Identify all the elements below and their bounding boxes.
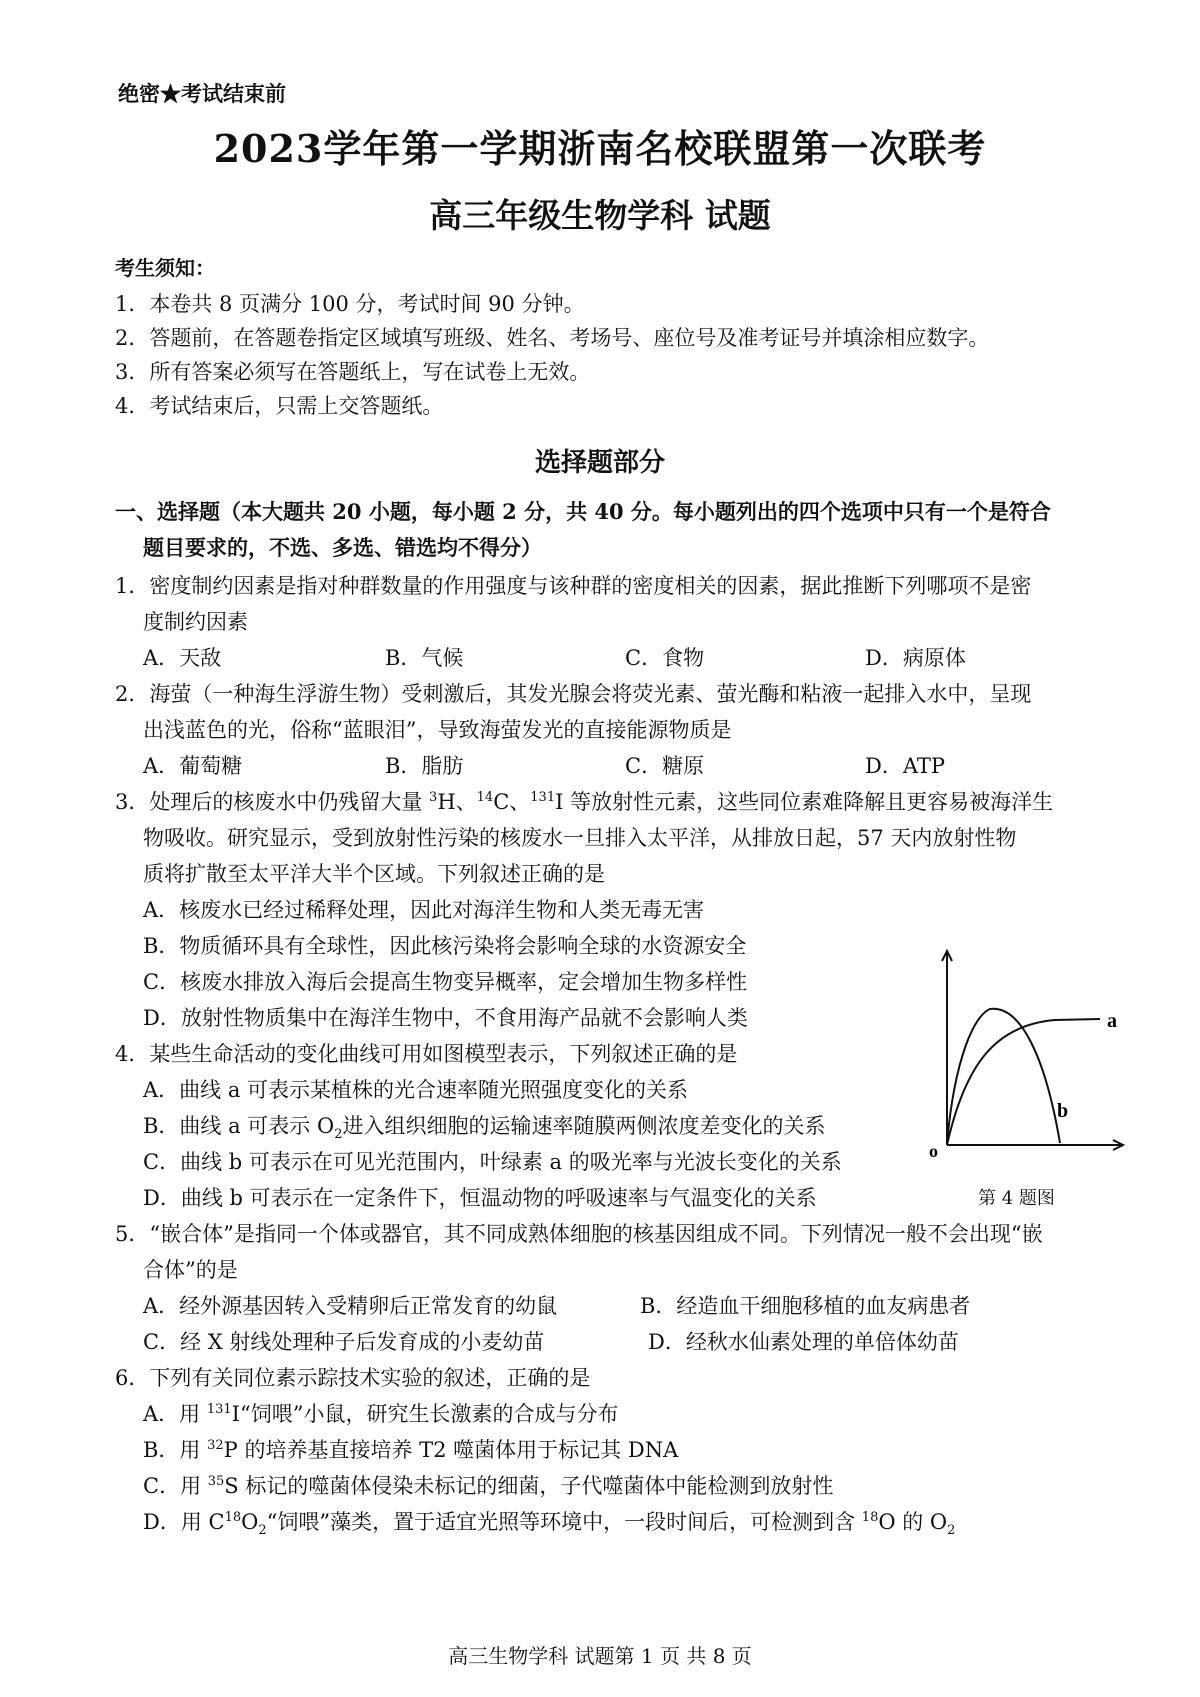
notice-item: 1．本卷共 8 页满分 100 分，考试时间 90 分钟。	[115, 292, 585, 316]
question-2-option-a: A．葡萄糖	[143, 754, 243, 778]
question-6-option-c: C．用 $^{35}$S 标记的噬菌体侵染未标记的细菌，子代噬菌体中能检测到放射性	[143, 1474, 834, 1498]
exam-subtitle: 高三年级生物学科 试题	[429, 196, 771, 235]
question-4-option-b: B．曲线 a 可表示 $O_2$进入组织细胞的运输速率随膜两侧浓度差变化的关系	[143, 1114, 826, 1143]
question-4-option-a: A．曲线 a 可表示某植株的光合速率随光照强度变化的关系	[143, 1078, 689, 1102]
question-6-option-d: D．用 $C^{18}O_2“$饲喂”藻类，置于适宜光照等环境中，一段时间后，可检测到含 $^{18}$O 的 $O_2$	[143, 1510, 956, 1539]
question-3-option-b: B．物质循环具有全球性，因此核污染将会影响全球的水资源安全	[143, 934, 747, 958]
exam-title: 2023学年第一学期浙南名校联盟第一次联考	[213, 126, 987, 171]
question-1-option-d: D．病原体	[865, 646, 966, 670]
question-1-stem: 度制约因素	[143, 610, 248, 634]
question-6-option-b: B．用 $^{32}$P 的培养基直接培养 T2 噬菌体用于标记其 DNA	[143, 1438, 679, 1462]
question-2-option-d: D．ATP	[865, 754, 945, 778]
part-instructions-line: 题目要求的，不选、多选、错选均不得分）	[143, 535, 542, 560]
notice-item: 4．考试结束后，只需上交答题纸。	[115, 394, 444, 418]
question-5-option-a: A．经外源基因转入受精卵后正常发育的幼鼠	[143, 1294, 558, 1318]
question-4-stem: 4．某些生命活动的变化曲线可用如图模型表示，下列叙述正确的是	[115, 1042, 738, 1066]
question-3-stem: 质将扩散至太平洋大半个区域。下列叙述正确的是	[143, 862, 605, 886]
section-title: 选择题部分	[534, 448, 665, 478]
part-instructions-line: 一、选择题（本大题共 20 小题，每小题 2 分，共 40 分。每小题列出的四个选项中只有一个是符合	[115, 499, 1051, 524]
question-5-option-d: D．经秋水仙素处理的单倍体幼苗	[648, 1330, 959, 1354]
question-4-figure	[925, 945, 1135, 1160]
question-2-stem: 2．海萤（一种海生浮游生物）受刺激后，其发光腺会将荧光素、萤光酶和粘液一起排入水中，呈现	[115, 682, 1032, 706]
page-footer: 高三生物学科 试题第 1 页 共 8 页	[448, 1644, 752, 1668]
origin-label: o	[929, 1141, 938, 1160]
question-1-option-b: B．气候	[385, 646, 464, 670]
curve-a	[947, 1019, 1100, 1145]
question-5-stem: 5．“嵌合体”是指同一个体或器官，其不同成熟体细胞的核基因组成不同。下列情况一般不会出现“嵌	[115, 1222, 1043, 1246]
question-3-option-d: D．放射性物质集中在海洋生物中，不食用海产品就不会影响人类	[143, 1006, 748, 1030]
question-5-option-c: C．经 X 射线处理种子后发育成的小麦幼苗	[143, 1330, 545, 1354]
curve-b-label: b	[1057, 1100, 1069, 1122]
figure-caption: 第 4 题图	[978, 1188, 1055, 1209]
curve-a-label: a	[1107, 1010, 1117, 1032]
question-1-option-c: C．食物	[625, 646, 705, 670]
notice-item: 2．答题前，在答题卷指定区域填写班级、姓名、考场号、座位号及准考证号并填涂相应数字。	[115, 326, 990, 350]
question-3-stem: 物吸收。研究显示，受到放射性污染的核废水一旦排入太平洋，从排放日起，57 天内放射性物	[143, 826, 1017, 850]
question-6-option-a: A．用 $^{131}$I“饲喂”小鼠，研究生长激素的合成与分布	[143, 1402, 619, 1426]
question-4-option-d: D．曲线 b 可表示在一定条件下，恒温动物的呼吸速率与气温变化的关系	[143, 1186, 817, 1210]
question-4-option-c: C．曲线 b 可表示在可见光范围内，叶绿素 a 的吸光率与光波长变化的关系	[143, 1150, 842, 1174]
notice-item: 3．所有答案必须写在答题纸上，写在试卷上无效。	[115, 360, 591, 384]
question-3-stem: 3．处理后的核废水中仍残留大量 $^3$H、$^{14}$C、$^{131}$I 等放射性元素，这些同位素难降解且更容易被海洋生	[115, 790, 1054, 814]
question-2-option-b: B．脂肪	[385, 754, 464, 778]
curve-b	[947, 1009, 1060, 1143]
confidential-label: 绝密★考试结束前	[118, 81, 286, 106]
question-3-option-c: C．核废水排放入海后会提高生物变异概率，定会增加生物多样性	[143, 970, 748, 994]
question-2-stem: 出浅蓝色的光，俗称“蓝眼泪”，导致海萤发光的直接能源物质是	[143, 718, 732, 742]
question-1-stem: 1．密度制约因素是指对种群数量的作用强度与该种群的密度相关的因素，据此推断下列哪项不是密	[115, 574, 1032, 598]
question-2-option-c: C．糖原	[625, 754, 705, 778]
question-3-option-a: A．核废水已经过稀释处理，因此对海洋生物和人类无毒无害	[143, 898, 705, 922]
question-1-option-a: A．天敌	[143, 646, 222, 670]
question-5-stem: 合体”的是	[143, 1258, 238, 1282]
question-5-option-b: B．经造血干细胞移植的血友病患者	[640, 1294, 971, 1318]
question-6-stem: 6．下列有关同位素示踪技术实验的叙述，正确的是	[115, 1366, 591, 1390]
notice-heading: 考生须知：	[115, 256, 215, 280]
